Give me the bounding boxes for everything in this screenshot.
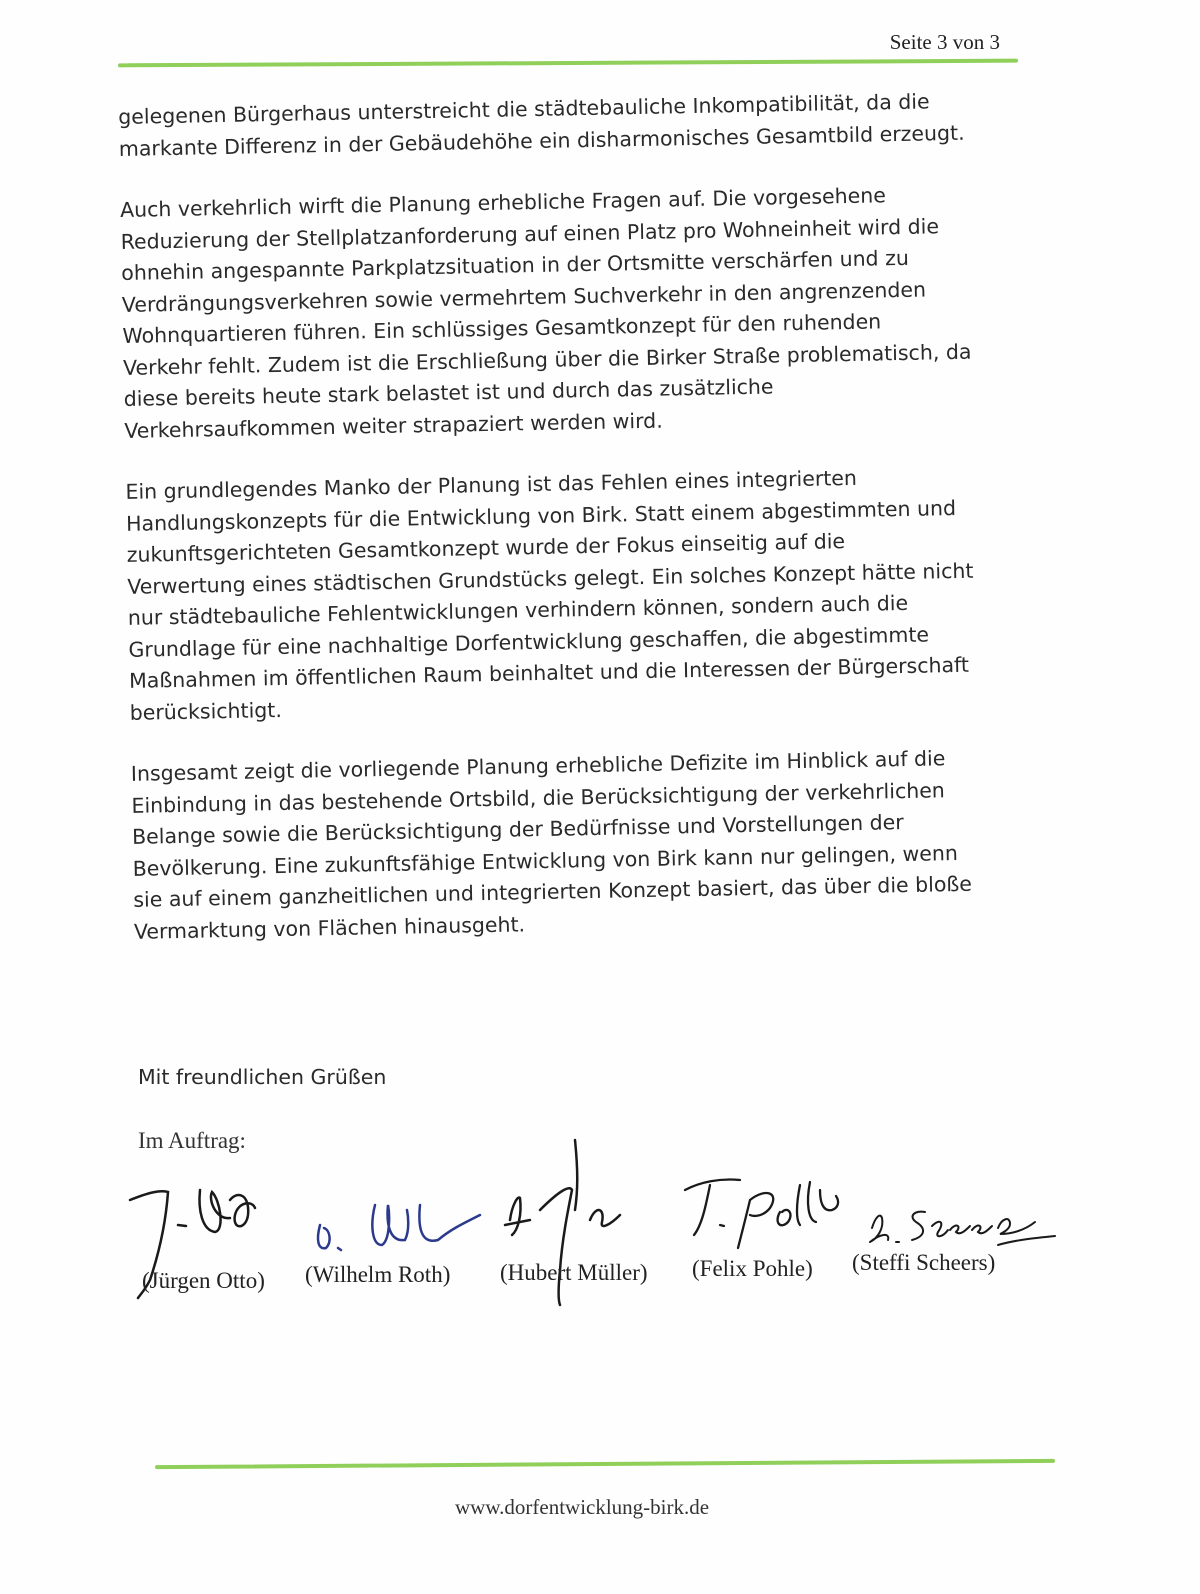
page-number: Seite 3 von 3 bbox=[889, 30, 1000, 54]
paragraph-4: Insgesamt zeigt die vorliegende Planung erhebliche Defizite im Hinblick auf die Einbindung in das bestehende Ortsbild, die Berücksichtigung der verkehrlichen Belange sowie die Berücksichtigung der Bedürfnisse und Vorstellungen der Bevölkerung. Eine zukunftsfähige Entwicklung von Birk kann nur gelingen, wenn sie auf einem ganzheitlichen und integrierten Konzept basiert, das über die bloße Vermarktung von Flächen hinausgeht. bbox=[130, 746, 973, 944]
signer-name-1: (Jürgen Otto) bbox=[142, 1268, 265, 1293]
signer-name-3: (Hubert Müller) bbox=[500, 1260, 648, 1285]
closing-greeting: Mit freundlichen Grüßen bbox=[138, 1065, 387, 1089]
letter-body bbox=[118, 84, 1065, 978]
signer-name-5: (Steffi Scheers) bbox=[852, 1250, 996, 1275]
footer-url: www.dorfentwicklung-birk.de bbox=[455, 1495, 710, 1519]
paragraph-1: gelegenen Bürgerhaus unterstreicht die städtebauliche Inkompatibilität, da die markante Differenz in der Gebäudehöhe ein disharmonisches Gesamtbild erzeugt. bbox=[118, 89, 965, 161]
paragraph-3: Ein grundlegendes Manko der Planung ist das Fehlen eines integrierten Handlungskonzepts für die Entwicklung von Birk. Statt einem abgestimmten und zukunftsgerichteten Gesamtkonzept wurde der Fokus einseitig auf die Verwertung eines städtischen Grundstücks gelegt. Ein solches Konzept hätte nicht nur städtebauliche Fehlentwicklungen verhindern können, sondern auch die Grundlage für eine nachhaltige Dorfentwicklung geschaffen, die abgestimmte Maßnahmen im öffentlichen Raum beinhaltet und die Interessen der Bürgerschaft berücksichtigt. bbox=[125, 465, 974, 725]
on-behalf-label: Im Auftrag: bbox=[138, 1128, 246, 1153]
signature-block bbox=[120, 1130, 1060, 1320]
signer-name-4: (Felix Pohle) bbox=[692, 1256, 813, 1281]
signature-scheers bbox=[870, 1212, 1055, 1245]
signer-name-2: (Wilhelm Roth) bbox=[305, 1262, 451, 1287]
header-rule bbox=[118, 59, 1018, 68]
signature-pohle bbox=[685, 1179, 838, 1248]
footer-rule bbox=[155, 1459, 1055, 1469]
paragraph-2: Auch verkehrlich wirft die Planung erhebliche Fragen auf. Die vorgesehene Reduzierung der Stellplatzanforderung auf einen Platz pro Wohneinheit wird die ohnehin angespannte Parkplatzsituation in der Ortsmitte verschärfen und zu Verdrängungsverkehren sowie vermehrtem Suchverkehr in den angrenzenden Wohnquartieren führen. Ein schlüssiges Gesamtkonzept für den ruhenden Verkehr fehlt. Zudem ist die Erschließung über die Birker Straße problematisch, da diese bereits heute stark belastet ist und durch das zusätzliche Verkehrsaufkommen weiter strapaziert werden wird. bbox=[119, 183, 972, 443]
signature-roth bbox=[318, 1205, 480, 1250]
